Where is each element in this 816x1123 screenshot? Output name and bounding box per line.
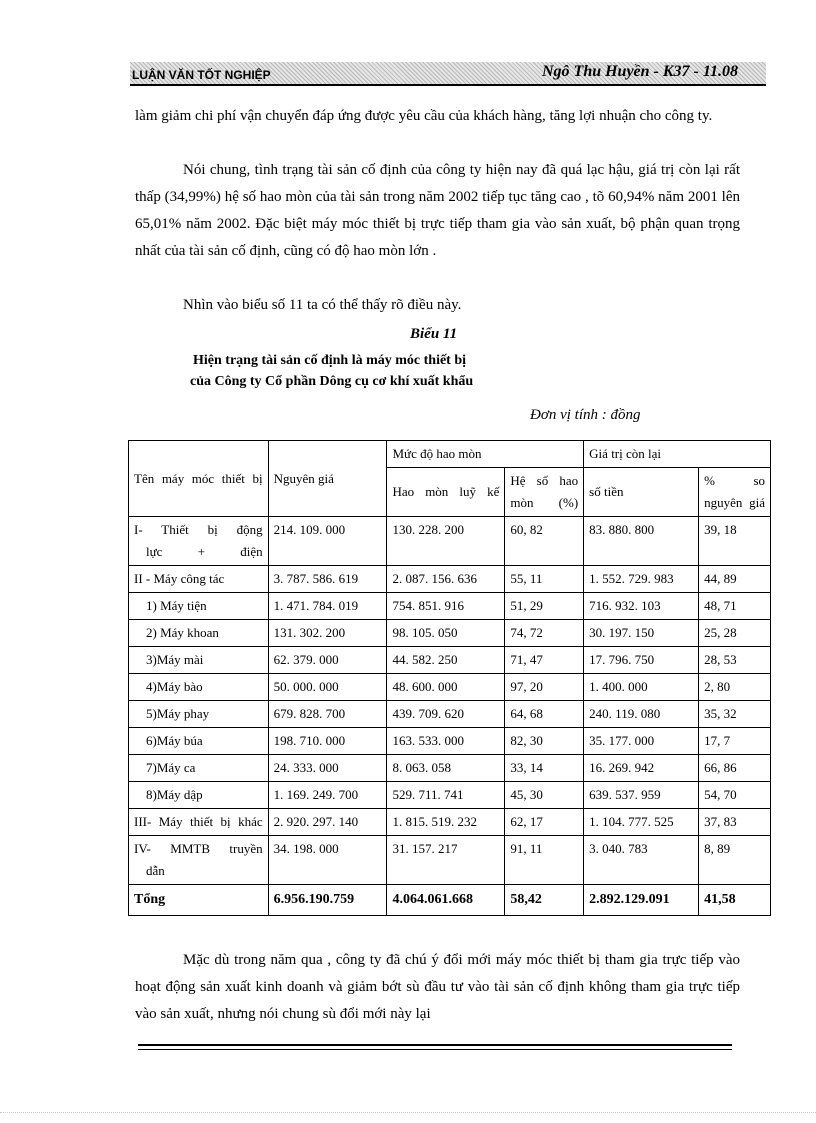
row-name-text: 7)Máy ca [146,760,196,775]
header-author: Ngô Thu Huyền - K37 - 11.08 [541,63,738,80]
cell-original: 50. 000. 000 [268,674,387,701]
cell-percent: 48, 71 [699,593,771,620]
cell-percent: 25, 28 [699,620,771,647]
cell-ratio: 97, 20 [505,674,584,701]
row-name [129,647,269,674]
cell-accumulated: 31. 157. 217 [387,836,505,885]
cell-ratio: 33, 14 [505,755,584,782]
cell-original: 24. 333. 000 [268,755,387,782]
row-name [129,836,269,885]
cell-accumulated: 2. 087. 156. 636 [387,566,505,593]
cell-accumulated: 8. 063. 058 [387,755,505,782]
paragraph-3: Nhìn vào biểu số 11 ta có thể thấy rõ điều này. [183,297,462,313]
cell-ratio: 74, 72 [505,620,584,647]
row-name-text: 4)Máy bào [146,679,203,694]
cell-original: 214. 109. 000 [268,517,387,566]
table-row [129,809,771,836]
cell-original: 34. 198. 000 [268,836,387,885]
table-row [129,566,771,593]
row-name-text-cont: dẫn [146,863,165,878]
row-name [129,809,269,836]
row-name [129,755,269,782]
cell-ratio: 82, 30 [505,728,584,755]
cell-original: 3. 787. 586. 619 [268,566,387,593]
cell-original: 679. 828. 700 [268,701,387,728]
header-accumulated: Hao mòn luỹ kế [387,468,505,517]
total-percent: 41,58 [699,885,771,916]
cell-accumulated: 754. 851. 916 [387,593,505,620]
row-name-text: 8)Máy dập [146,787,203,802]
asset-table [128,440,771,916]
cell-amount: 716. 932. 103 [584,593,699,620]
table-row [129,728,771,755]
page-edge [0,1112,816,1113]
paragraph-2: Nói chung, tình trạng tài sản cố định của công ty hiện nay đã quá lạc hậu, giá trị còn lại rất thấp (34,99%) hệ số hao mòn của tài sản trong năm 2002 tiếp tục tăng cao , tõ 60,94% năm 2001 lên 65,01% năm 2002. Đặc biệt máy móc thiết bị trực tiếp tham gia vào sản xuất, bộ phận quan trọng nhất của tài sản cố định, cũng có độ hao mòn lớn . [135,162,740,259]
cell-ratio: 91, 11 [505,836,584,885]
row-name-text: 2) Máy khoan [146,625,219,640]
total-original: 6.956.190.759 [268,885,387,916]
header-amount: số tiền [584,468,699,517]
cell-amount: 30. 197. 150 [584,620,699,647]
row-name-text: 5)Máy phay [146,706,210,721]
footer-rule-thin [138,1049,732,1050]
table-unit: Đơn vị tính : đồng [530,407,641,423]
footer-rule [138,1044,732,1046]
cell-amount: 16. 269. 942 [584,755,699,782]
cell-original: 131. 302. 200 [268,620,387,647]
table-row [129,782,771,809]
cell-percent: 54, 70 [699,782,771,809]
row-name-text: II - Máy công tác [134,571,225,586]
header-original: Nguyên giá [268,441,387,517]
cell-accumulated: 44. 582. 250 [387,647,505,674]
cell-ratio: 51, 29 [505,593,584,620]
cell-ratio: 55, 11 [505,566,584,593]
cell-amount: 1. 104. 777. 525 [584,809,699,836]
cell-amount: 240. 119. 080 [584,701,699,728]
table-caption-line1: Hiện trạng tài sản cố định là máy móc thiết bị [193,353,467,368]
row-name [129,566,269,593]
row-name [129,728,269,755]
cell-original: 1. 471. 784. 019 [268,593,387,620]
row-name [129,593,269,620]
cell-ratio: 71, 47 [505,647,584,674]
cell-percent: 8, 89 [699,836,771,885]
cell-original: 1. 169. 249. 700 [268,782,387,809]
cell-amount: 639. 537. 959 [584,782,699,809]
cell-accumulated: 163. 533. 000 [387,728,505,755]
row-name-text: 3)Máy mài [146,652,204,667]
cell-percent: 37, 83 [699,809,771,836]
row-name [129,782,269,809]
table-row [129,755,771,782]
header-remaining: Giá trị còn lại [584,441,771,468]
row-name [129,674,269,701]
table-total-row [129,885,771,916]
table-header-row [129,441,771,468]
row-name [129,701,269,728]
cell-amount: 35. 177. 000 [584,728,699,755]
cell-original: 62. 379. 000 [268,647,387,674]
cell-percent: 28, 53 [699,647,771,674]
total-amount: 2.892.129.091 [584,885,699,916]
total-ratio: 58,42 [505,885,584,916]
cell-percent: 66, 86 [699,755,771,782]
row-name-text: 1) Máy tiện [146,598,207,613]
header-ratio: Hệ số hao mòn (%) [505,468,584,517]
cell-percent: 35, 32 [699,701,771,728]
cell-percent: 17, 7 [699,728,771,755]
cell-amount: 1. 400. 000 [584,674,699,701]
header-name: Tên máy móc thiết bị [129,441,269,517]
table-row [129,836,771,885]
total-name: Tổng [129,885,269,916]
cell-original: 2. 920. 297. 140 [268,809,387,836]
row-name [129,517,269,566]
table-row [129,701,771,728]
table-row [129,647,771,674]
table-row [129,620,771,647]
table-row [129,674,771,701]
header-depreciation: Mức độ hao mòn [387,441,584,468]
cell-amount: 17. 796. 750 [584,647,699,674]
table-row [129,593,771,620]
table-caption-line2: của Công ty Cổ phần Dông cụ cơ khí xuất khẩu [190,374,474,389]
cell-percent: 44, 89 [699,566,771,593]
row-name-text: IV- MMTB truyền [134,841,263,856]
row-name [129,620,269,647]
total-accumulated: 4.064.061.668 [387,885,505,916]
table-caption-title: Biểu 11 [410,326,458,342]
cell-accumulated: 98. 105. 050 [387,620,505,647]
cell-percent: 2, 80 [699,674,771,701]
cell-amount: 83. 880. 800 [584,517,699,566]
page-header [130,62,766,86]
row-name-text: 6)Máy búa [146,733,203,748]
paragraph-4: Mặc dù trong năm qua , công ty đã chú ý đổi mới máy móc thiết bị tham gia trực tiếp vào hoạt động sản xuất kinh doanh và giảm bớt sù đầu tư vào tài sản cố định không tham gia trực tiếp vào sản xuất, nhưng nói chung sù đổi mới này lại [135,952,740,1022]
row-name-text: I- Thiết bị động [134,522,263,537]
cell-ratio: 62, 17 [505,809,584,836]
cell-amount: 1. 552. 729. 983 [584,566,699,593]
cell-amount: 3. 040. 783 [584,836,699,885]
row-name-text-cont: lực + điện [146,544,263,559]
cell-percent: 39, 18 [699,517,771,566]
cell-accumulated: 1. 815. 519. 232 [387,809,505,836]
header-percent: % so nguyên giá [699,468,771,517]
table-row [129,517,771,566]
cell-ratio: 60, 82 [505,517,584,566]
cell-accumulated: 130. 228. 200 [387,517,505,566]
header-title: LUẬN VĂN TỐT NGHIỆP [132,68,271,82]
paragraph-1: làm giảm chi phí vận chuyển đáp ứng được yêu cầu của khách hàng, tăng lợi nhuận cho công ty. [135,108,713,124]
cell-accumulated: 529. 711. 741 [387,782,505,809]
cell-accumulated: 48. 600. 000 [387,674,505,701]
cell-ratio: 64, 68 [505,701,584,728]
cell-accumulated: 439. 709. 620 [387,701,505,728]
cell-original: 198. 710. 000 [268,728,387,755]
row-name-text: III- Máy thiết bị khác [134,814,263,829]
cell-ratio: 45, 30 [505,782,584,809]
